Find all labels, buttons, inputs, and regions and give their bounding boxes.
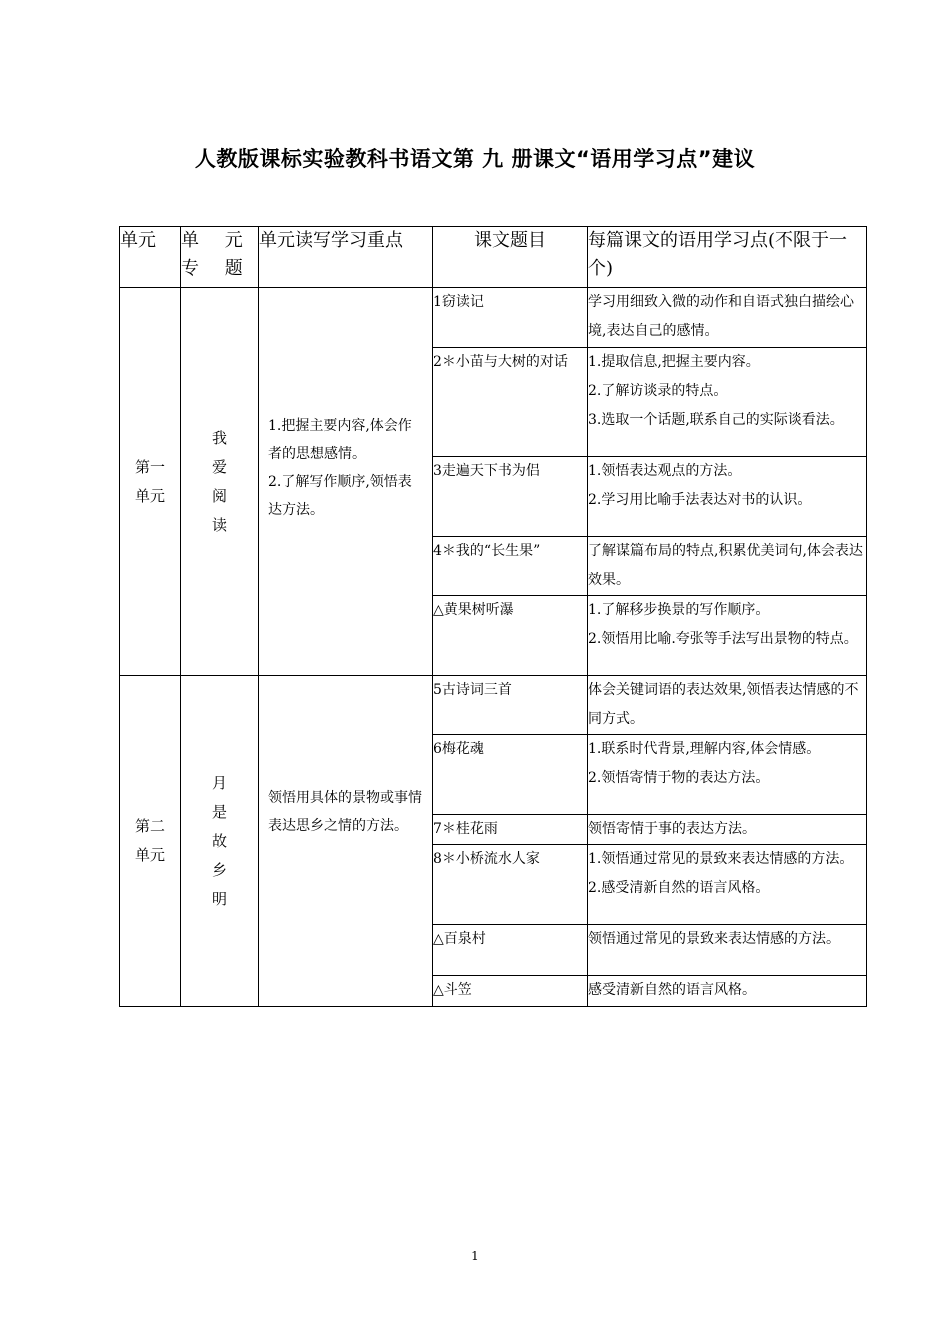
unit-focus: [259, 676, 433, 1007]
lesson-title: [433, 537, 588, 596]
lesson-title-text: 2＊小苗与大树的对话: [433, 354, 568, 370]
lesson-points: [588, 845, 867, 925]
lesson-points: [588, 457, 867, 537]
point-item: 了解谋篇布局的特点,积累优美词句,体会表达效果。: [588, 543, 863, 588]
header-unit: 单元: [120, 227, 181, 288]
lesson-title-text: 1窃读记: [433, 294, 484, 310]
lesson-title-text: 3走遍天下书为侣: [433, 463, 540, 479]
lesson-title: [433, 976, 588, 1007]
point-item: 1.领悟通过常见的景致来表达情感的方法。: [588, 851, 854, 867]
unit-name-text: 第一单元: [134, 457, 165, 505]
unit-name: [120, 288, 181, 676]
lesson-points: [588, 288, 867, 348]
lesson-points: [588, 925, 867, 976]
point-item: 2.领悟用比喻.夸张等手法写出景物的特点。: [588, 631, 858, 647]
lesson-title: [433, 288, 588, 348]
lesson-title: [433, 735, 588, 815]
point-item: 体会关键词语的表达效果,领悟表达情感的不同方式。: [588, 682, 859, 727]
unit-topic-text: 我爱阅读: [212, 428, 228, 534]
lesson-title: [433, 676, 588, 735]
page-number: 1: [471, 1249, 479, 1263]
point-item: 1.了解移步换景的写作顺序。: [588, 602, 770, 618]
focus-item: 2.了解写作顺序,领悟表达方法。: [268, 473, 412, 518]
table-row: [120, 676, 867, 735]
header-topic: 单 元 专 题: [181, 227, 259, 288]
lesson-title-text: △百泉村: [433, 931, 486, 947]
lesson-points: [588, 537, 867, 596]
point-item: 2.领悟寄情于物的表达方法。: [588, 770, 770, 786]
point-item: 学习用细致入微的动作和自语式独白描绘心境,表达自己的感情。: [588, 294, 854, 339]
point-item: 2.了解访谈录的特点。: [588, 383, 728, 399]
lesson-points: [588, 976, 867, 1007]
header-points: 每篇课文的语用学习点(不限于一个): [588, 227, 867, 288]
focus-item: 1.把握主要内容,体会作者的思想感情。: [268, 417, 412, 462]
lesson-title-text: 8＊小桥流水人家: [433, 851, 540, 867]
point-item: 1.提取信息,把握主要内容。: [588, 354, 760, 370]
lesson-table: [119, 226, 867, 1007]
lesson-points: [588, 815, 867, 845]
lesson-points: [588, 596, 867, 676]
unit-topic-text: 月是故乡明: [212, 773, 228, 908]
lesson-title: [433, 925, 588, 976]
unit-name-text: 第二单元: [134, 817, 165, 864]
focus-item: 领悟用具体的景物或事情表达思乡之情的方法。: [268, 790, 422, 834]
unit-name: [120, 676, 181, 1007]
lesson-title-text: 4＊我的“长生果”: [433, 543, 541, 559]
header-lesson: 课文题目: [433, 227, 588, 288]
header-row: [120, 227, 867, 288]
point-item: 领悟寄情于事的表达方法。: [588, 821, 756, 837]
lesson-title: [433, 348, 588, 457]
lesson-points: [588, 735, 867, 815]
lesson-title: [433, 596, 588, 676]
lesson-title-text: 5古诗词三首: [433, 682, 512, 698]
lesson-title: [433, 845, 588, 925]
lesson-title-text: △黄果树听瀑: [433, 602, 514, 618]
unit-topic: [181, 288, 259, 676]
point-item: 领悟通过常见的景致来表达情感的方法。: [588, 931, 840, 947]
document-title: 人教版课标实验教科书语文第 九 册课文“语用学习点”建议: [194, 147, 756, 171]
point-item: 3.选取一个话题,联系自己的实际谈看法。: [588, 412, 844, 428]
point-item: 1.领悟表达观点的方法。: [588, 463, 742, 479]
lesson-points: [588, 348, 867, 457]
lesson-title-text: 7＊桂花雨: [433, 821, 498, 837]
lesson-title: [433, 815, 588, 845]
unit-focus: [259, 288, 433, 676]
lesson-title-text: △斗笠: [433, 982, 472, 998]
lesson-title: [433, 457, 588, 537]
point-item: 2.感受清新自然的语言风格。: [588, 880, 770, 896]
unit-topic: [181, 676, 259, 1007]
lesson-title-text: 6梅花魂: [433, 741, 484, 757]
table-row: [120, 288, 867, 348]
point-item: 感受清新自然的语言风格。: [588, 982, 756, 998]
header-focus: 单元读写学习重点: [259, 227, 433, 288]
lesson-points: [588, 676, 867, 735]
point-item: 1.联系时代背景,理解内容,体会情感。: [588, 741, 821, 757]
point-item: 2.学习用比喻手法表达对书的认识。: [588, 492, 812, 508]
